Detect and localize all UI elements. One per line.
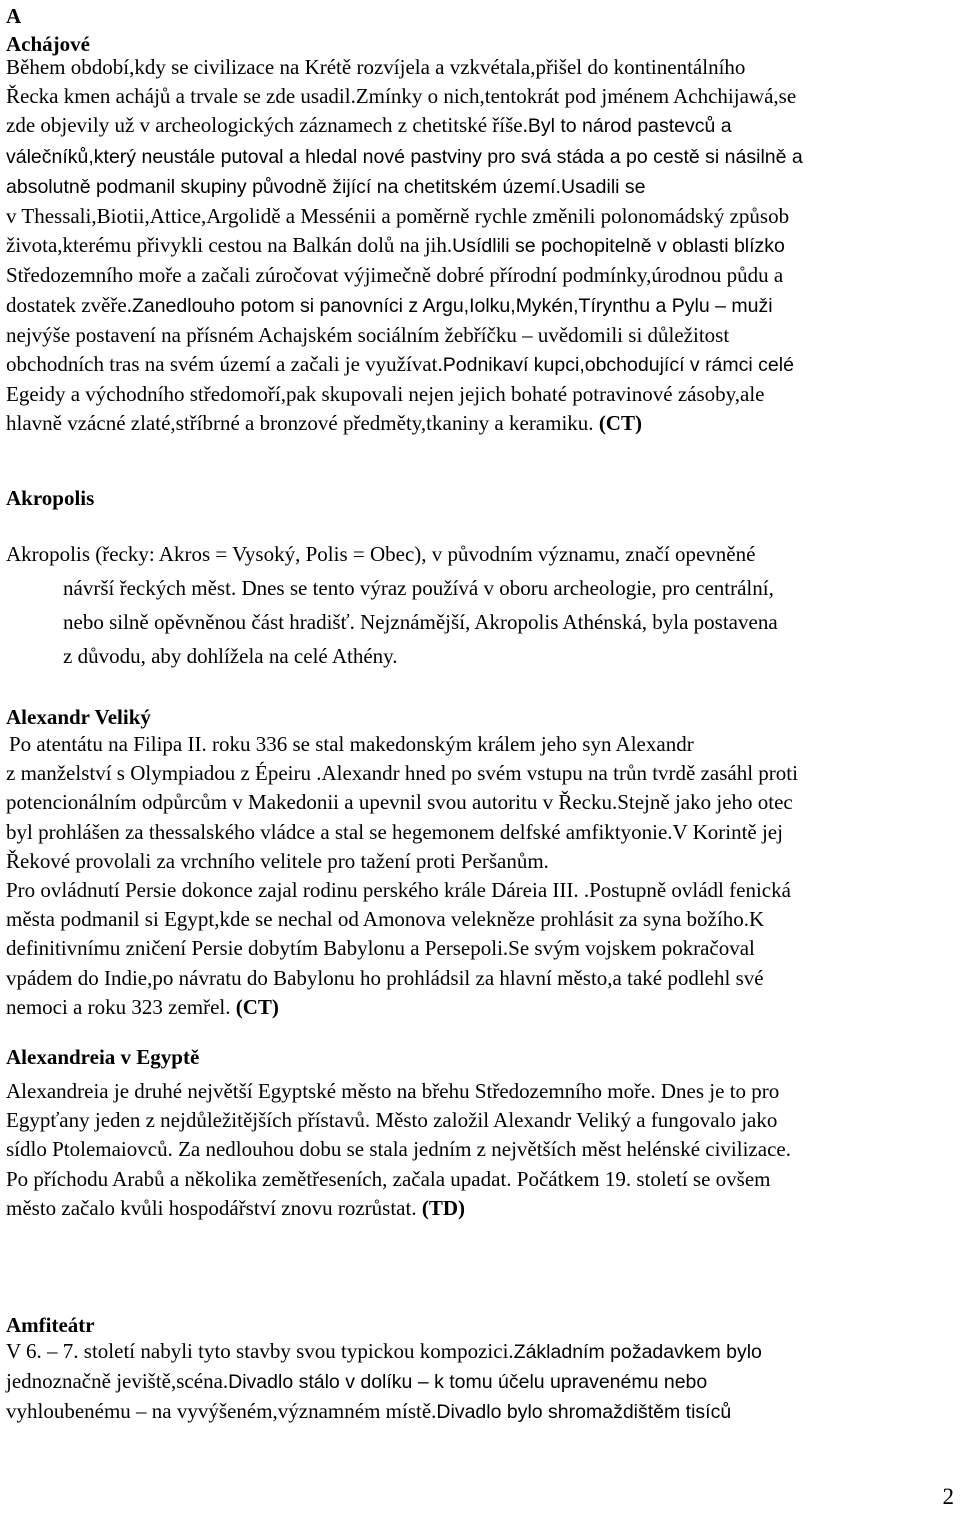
- text-line: hlavně vzácné zlaté,stříbrné a bronzové předměty,tkaniny a keramiku.: [6, 411, 599, 436]
- author-tag: (TD): [421, 1195, 465, 1220]
- entry-body-akropolis: [6, 537, 954, 673]
- author-tag: (CT): [235, 994, 279, 1019]
- text-line: Pro ovládnutí Persie dokonce zajal rodinu perského krále Dáreia III. .Postupně ovládl fenická: [6, 878, 791, 903]
- section-letter: A: [6, 4, 22, 28]
- entry-body-achajove: [6, 53, 954, 439]
- text-line: dostatek zvěře.: [6, 292, 132, 317]
- text-line: potencionálním odpůrcům v Makedonii a upevnil svou autoritu v Řecku.Stejně jako jeho otec: [6, 790, 793, 815]
- text-line: nemoci a roku 323 zemřel.: [6, 994, 236, 1019]
- entry-title-achajove: Achájové: [6, 32, 90, 56]
- text-line: vyhloubenému – na vyvýšeném,významném místě.: [6, 1399, 437, 1424]
- text-line: města podmanil si Egypt,kde se nechal od Amonova velekněze prohlásit za syna božího.K: [6, 907, 765, 932]
- text-line: Řekové provolali za vrchního velitele pro tažení proti Peršanům.: [6, 848, 549, 873]
- text-line: nejvýše postavení na přísném Achajském sociálním žebříčku – uvědomili si důležitost: [6, 322, 730, 347]
- text-line: Usídlili se pochopitelně v oblasti blízko: [452, 235, 785, 258]
- text-line: jednoznačně jeviště,scéna.: [6, 1369, 229, 1394]
- text-line: Divadlo stálo v dolíku – k tomu účelu upravenému nebo: [228, 1371, 708, 1394]
- author-tag: (CT): [598, 411, 642, 436]
- text-line: zde objevily už v archeologických záznamech z chetitské říše.: [6, 113, 528, 138]
- entry-title-alexandr: Alexandr Veliký: [6, 705, 151, 729]
- text-line: V 6. – 7. století nabyli tyto stavby svou typickou kompozici.: [6, 1339, 514, 1363]
- text-line: vpádem do Indie,po návratu do Babylonu ho prohládsil za hlavní město,a také podlehl své: [6, 965, 764, 990]
- text-line: Podnikaví kupci,obchodující v rámci celé: [442, 354, 794, 377]
- text-line: života,kterému přivykli cestou na Balkán dolů na jih.: [6, 233, 453, 258]
- text-line: Alexandreia je druhé největší Egyptské město na břehu Středozemního moře. Dnes je to pro: [6, 1079, 780, 1103]
- text-line: obchodních tras na svém území a začali je využívat.: [6, 352, 443, 377]
- text-line: nebo silně opěvněnou část hradišť. Nejznámější, Akropolis Athénská, byla postavena: [63, 610, 778, 634]
- text-line: Základním požadavkem bylo: [513, 1341, 762, 1363]
- text-line: v Thessali,Biotii,Attice,Argolidě a Messénii a poměrně rychle změnili polonomádský způsob: [6, 204, 790, 229]
- text-line: město začalo kvůli hospodářství znovu rozrůstat.: [6, 1195, 422, 1220]
- text-line: Během období,kdy se civilizace na Krétě rozvíjela a vzkvétala,přišel do kontinentálního: [6, 55, 746, 79]
- text-line: Egypťany jeden z nejdůležitějších přístavů. Město založil Alexandr Veliký a fungovalo jako: [6, 1108, 778, 1133]
- text-line: z důvodu, aby dohlížela na celé Athény.: [63, 644, 398, 668]
- entry-body-amfiteatr: [6, 1337, 954, 1428]
- text-line: Zanedlouho potom si panovníci z Argu,Iolku,Mykén,Tírynthu a Pylu – muži: [131, 294, 773, 317]
- text-line: Akropolis (řecky: Akros = Vysoký, Polis = Obec), v původním významu, značí opevněné: [6, 542, 756, 566]
- entry-title-amfiteatr: Amfiteátr: [6, 1313, 95, 1337]
- text-line: Usadili se: [560, 175, 646, 198]
- text-line: Středozemního moře a začali zúročovat výjimečně dobré přírodní podmínky,úrodnou půdu a: [6, 263, 784, 288]
- text-line: Egeidy a východního středomoří,pak skupovali nejen jejich bohaté potravinové zásoby,ale: [6, 382, 765, 407]
- text-line: návrší řeckých měst. Dnes se tento výraz používá v oboru archeologie, pro centrální,: [63, 576, 774, 600]
- text-line: Divadlo bylo shromaždištěm tisíců: [436, 1401, 732, 1424]
- text-line: válečníků,který neustále putoval a hledal nové pastviny pro svá stáda a po cestě si násilně a: [6, 145, 803, 168]
- text-line: sídlo Ptolemaiovců. Za nedlouhou dobu se stala jedním z největších měst helénské civilizace.: [6, 1137, 791, 1162]
- page-number: 2: [942, 1484, 954, 1509]
- text-line: Byl to národ pastevců a: [527, 115, 732, 138]
- text-line: Po atentátu na Filipa II. roku 336 se stal makedonským králem jeho syn Alexandr: [9, 732, 694, 756]
- text-line: byl prohlášen za thessalského vládce a stal se hegemonem delfské amfiktyonie.V Korintě jej: [6, 819, 783, 844]
- entry-body-alexandr: [6, 730, 954, 1022]
- text-line: definitivnímu zničení Persie dobytím Babylonu a Persepoli.Se svým vojskem pokračoval: [6, 936, 755, 961]
- text-line: Řecka kmen achájů a trvale se zde usadil.Zmínky o nich,tentokrát pod jménem Achchijawá,se: [6, 84, 797, 109]
- text-line: Po příchodu Arabů a několika zemětřeseních, začala upadat. Počátkem 19. století se ovšem: [6, 1166, 771, 1191]
- text-line: z manželství s Olympiadou z Épeiru .Alexandr hned po svém vstupu na trůn tvrdě zasáhl proti: [6, 761, 798, 786]
- entry-body-alexandreia: [6, 1077, 954, 1223]
- entry-title-akropolis: Akropolis: [6, 486, 95, 510]
- text-line: absolutně podmanil skupiny původně žijící na chetitském území.: [6, 175, 561, 198]
- entry-title-alexandreia: Alexandreia v Egyptě: [6, 1045, 200, 1069]
